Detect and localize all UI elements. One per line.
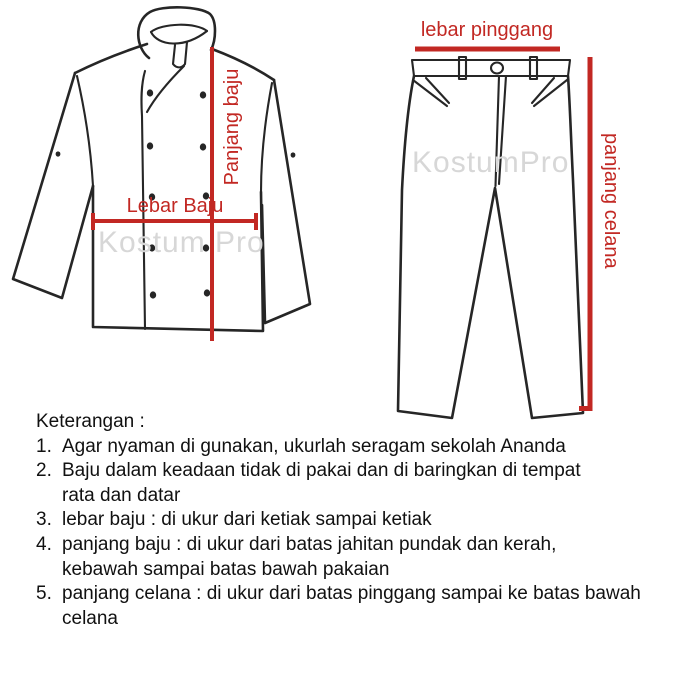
line-text: Baju dalam keadaan tidak di pakai dan di baringkan di tempat (62, 460, 581, 482)
keterangan-line (36, 508, 641, 533)
jacket-watermark: Kostum Pro (98, 226, 265, 259)
line-text: panjang baju : di ukur dari batas jahitan pundak dan kerah, (62, 533, 557, 555)
line-text: panjang celana : di ukur dari batas pinggang sampai ke batas bawah (62, 583, 641, 605)
pants-watermark: KostumPro (412, 146, 570, 179)
jacket-length-label: Panjang baju (221, 68, 243, 186)
keterangan-line (36, 582, 641, 607)
pants-waist-label: lebar pinggang (420, 19, 554, 41)
line-number: 2. (36, 460, 52, 482)
keterangan-line (36, 607, 641, 632)
line-number: 3. (36, 509, 52, 531)
pants-outline (398, 57, 583, 418)
keterangan-title: Keterangan : (36, 411, 145, 432)
line-number (36, 558, 62, 583)
pants-length-label: panjang celana (600, 133, 622, 269)
jacket-drawing (0, 0, 350, 350)
jacket-outline (13, 7, 310, 331)
keterangan-line (36, 484, 641, 509)
line-text: celana (62, 607, 118, 629)
keterangan-line (36, 558, 641, 583)
line-number: 5. (36, 583, 52, 605)
line-number (36, 607, 62, 632)
line-number: 1. (36, 435, 52, 457)
jacket-left-sleeve (13, 73, 93, 298)
keterangan-line (36, 435, 641, 460)
jacket-right-sleeve (262, 80, 310, 323)
line-text: rata dan datar (62, 484, 181, 506)
keterangan-line (36, 459, 641, 484)
line-text: lebar baju : di ukur dari ketiak sampai ketiak (62, 509, 432, 531)
keterangan-section (36, 410, 641, 631)
line-number (36, 484, 62, 509)
line-number: 4. (36, 533, 52, 555)
keterangan-line (36, 533, 641, 558)
line-text: Agar nyaman di gunakan, ukurlah seragam sekolah Ananda (62, 435, 566, 457)
pants-legs (398, 76, 583, 418)
line-text: kebawah sampai batas bawah pakaian (62, 558, 390, 580)
jacket-width-label: Lebar Baju (126, 195, 224, 217)
pants-drawing (390, 10, 630, 440)
